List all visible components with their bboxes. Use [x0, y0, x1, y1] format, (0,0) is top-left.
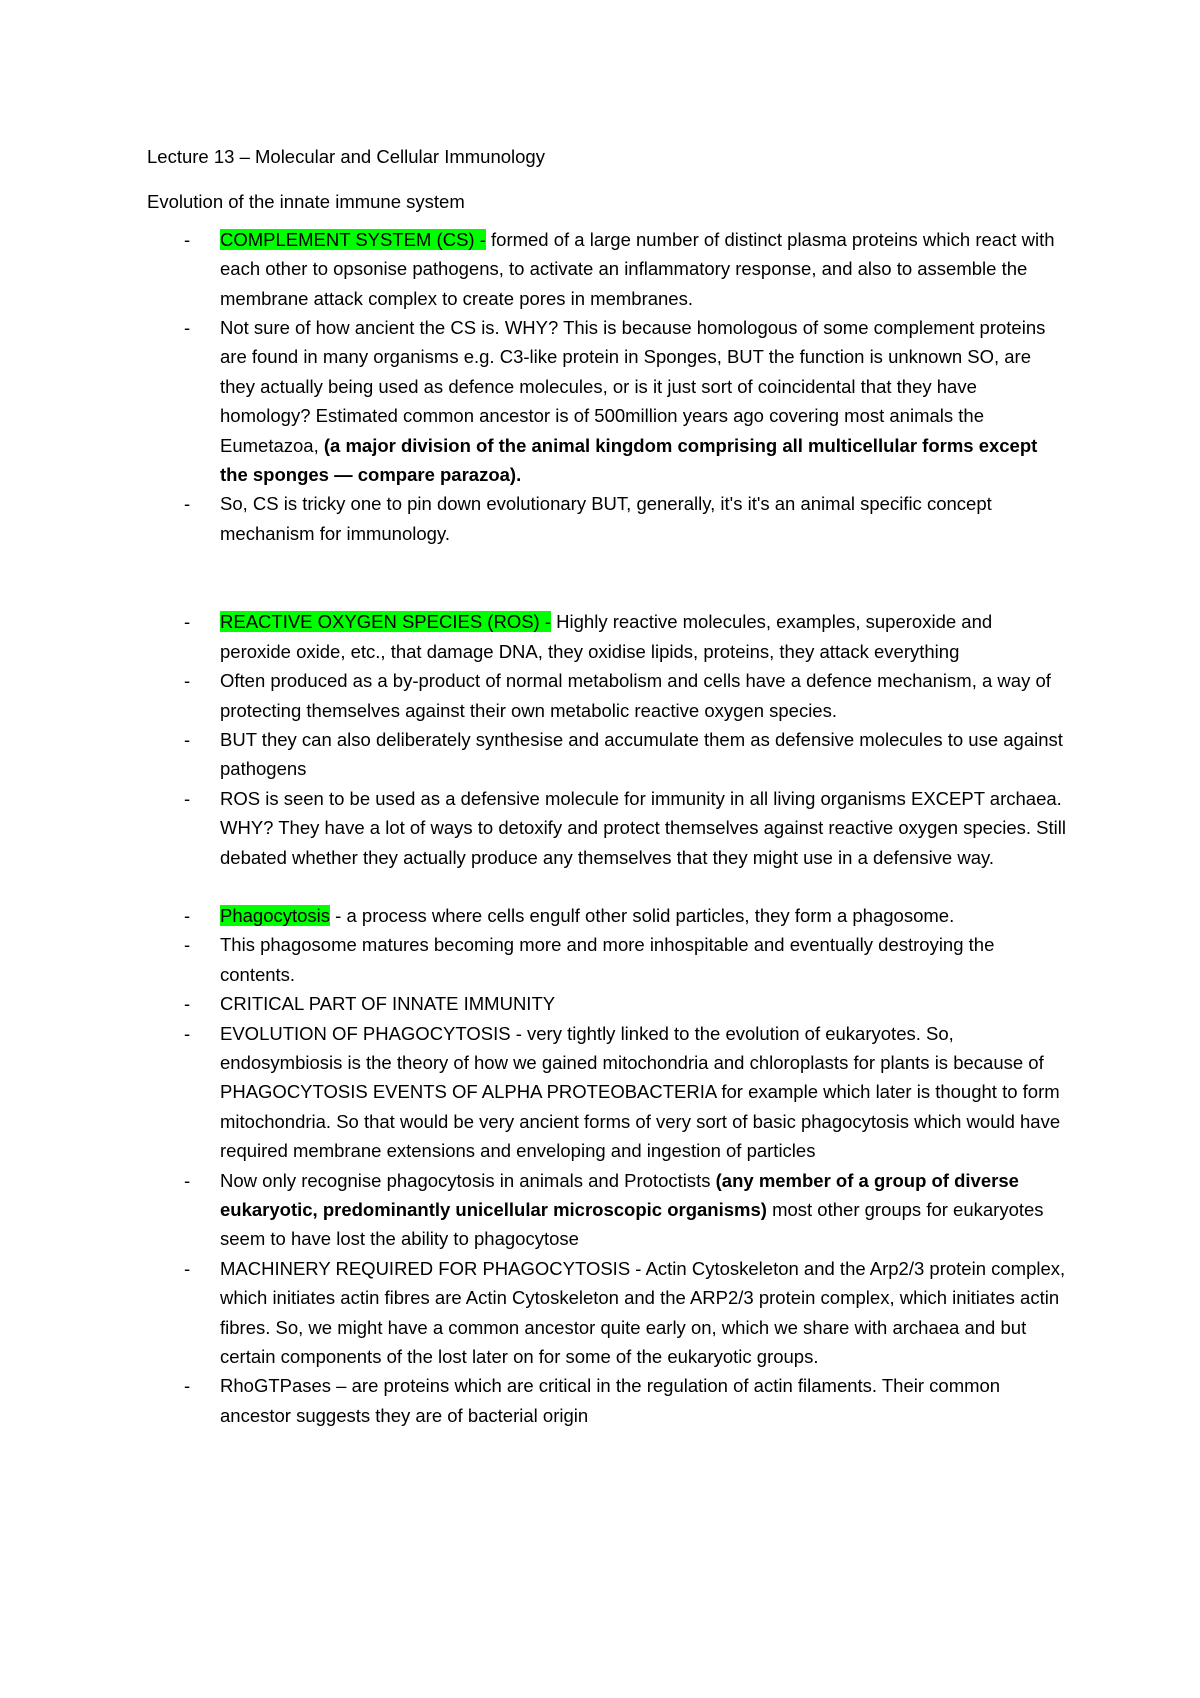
list-item	[147, 1254, 1067, 1372]
list-item-text: formed of a large number of distinct plasma proteins which react with each other to opsonise pathogens, to activate an inflammatory response, and also to assemble the membrane attack complex to create pores in membranes.	[220, 228, 1055, 309]
bullet-dash: -	[184, 670, 191, 692]
bullet-dash: -	[184, 1022, 191, 1044]
list-item-text: EVOLUTION OF PHAGOCYTOSIS - very tightly linked to the evolution of eukaryotes. So, endosymbiosis is the theory of how we gained mitochondria and chloroplasts for plants is because of PHAGOCYTOSIS EVENTS OF ALPHA PROTEOBACTERIA for example which later is thought to form mitochondria. So that would be very ancient forms of very sort of basic phagocytosis which would have required membrane extensions and enveloping and ingestion of particles	[220, 1022, 1061, 1162]
lecture-title: Lecture 13 – Molecular and Cellular Immunology	[147, 146, 545, 167]
list-item-text: RhoGTPases – are proteins which are critical in the regulation of actin filaments. Their common ancestor suggests they are of bacterial origin	[220, 1375, 1001, 1426]
list-item-text: Highly reactive molecules, examples, superoxide and peroxide oxide, etc., that damage DNA, they oxidise lipids, proteins, they attack everything	[220, 611, 993, 662]
bullet-dash: -	[184, 934, 191, 956]
bullet-dash: -	[184, 317, 191, 339]
list-item	[147, 489, 1067, 548]
bullet-dash: -	[184, 787, 191, 809]
bullet-dash: -	[184, 1169, 191, 1191]
bullet-dash: -	[184, 228, 191, 250]
bullet-dash: -	[184, 1375, 191, 1397]
list-item-text: Not sure of how ancient the CS is. WHY? This is because homologous of some complement proteins are found in many organisms e.g. C3-like protein in Sponges, BUT the function is unknown SO, are they actually being used as defence molecules, or is it just sort of coincidental that they have homology? Estimated common ancestor is of 500million years ago covering most animals the Eumetazoa,	[220, 317, 1046, 456]
list-item	[147, 930, 1067, 989]
bullet-dash: -	[184, 493, 191, 515]
bullet-dash: -	[184, 1257, 191, 1279]
list-item	[147, 989, 1067, 1018]
list-item	[147, 607, 1067, 666]
highlighted-term: COMPLEMENT SYSTEM (CS) -	[220, 228, 486, 250]
list-item-text: This phagosome matures becoming more and more inhospitable and eventually destroying the contents.	[220, 934, 995, 985]
bullet-dash: -	[184, 993, 191, 1015]
bullet-list	[147, 225, 1067, 1430]
list-item-text-after: most other groups for eukaryotes seem to have lost the ability to phagocytose	[220, 1199, 1044, 1250]
list-item-text: - a process where cells engulf other solid particles, they form a phagosome.	[330, 904, 955, 926]
list-item-text: Now only recognise phagocytosis in animals and Protoctists	[220, 1169, 716, 1191]
list-item	[147, 1019, 1067, 1166]
list-item	[147, 1166, 1067, 1254]
bullet-dash: -	[184, 611, 191, 633]
list-item	[147, 1371, 1067, 1430]
bullet-dash: -	[184, 904, 191, 926]
bold-definition: (any member of a group of diverse eukaryotic, predominantly unicellular microscopic organisms)	[220, 1169, 1019, 1220]
bold-definition: (a major division of the animal kingdom comprising all multicellular forms except the sponges — compare parazoa).	[220, 434, 1038, 486]
list-item-text: MACHINERY REQUIRED FOR PHAGOCYTOSIS - Actin Cytoskeleton and the Arp2/3 protein complex, which initiates actin fibres are Actin Cytoskeleton and the ARP2/3 protein complex, which initiates actin fibres. So, we might have a common ancestor quite early on, which we share with archaea and but certain components of the lost later on for some of the eukaryotic groups.	[220, 1257, 1066, 1368]
list-item	[147, 225, 1067, 313]
highlighted-term: REACTIVE OXYGEN SPECIES (ROS) -	[220, 611, 552, 633]
list-item-text: BUT they can also deliberately synthesise and accumulate them as defensive molecules to use against pathogens	[220, 728, 1063, 780]
list-item-text: Often produced as a by-product of normal metabolism and cells have a defence mechanism, a way of protecting themselves against their own metabolic reactive oxygen species.	[220, 670, 1051, 721]
list-item-text: So, CS is tricky one to pin down evolutionary BUT, generally, it's it's an animal specific concept mechanism for immunology.	[220, 493, 992, 544]
highlighted-term: Phagocytosis	[220, 904, 331, 926]
list-item-text: CRITICAL PART OF INNATE IMMUNITY	[220, 993, 556, 1015]
bullet-dash: -	[184, 728, 191, 750]
list-item-text: ROS is seen to be used as a defensive molecule for immunity in all living organisms EXCEPT archaea. WHY? They have a lot of ways to detoxify and protect themselves against reactive oxygen species. Still debated whether they actually produce any themselves that they might use in a defensive way.	[220, 787, 1066, 868]
list-item	[147, 901, 1067, 930]
document-page	[147, 142, 1067, 1430]
list-item	[147, 313, 1067, 489]
list-item	[147, 666, 1067, 725]
list-item	[147, 725, 1067, 784]
section-heading: Evolution of the innate immune system	[147, 191, 465, 213]
list-item	[147, 784, 1067, 872]
